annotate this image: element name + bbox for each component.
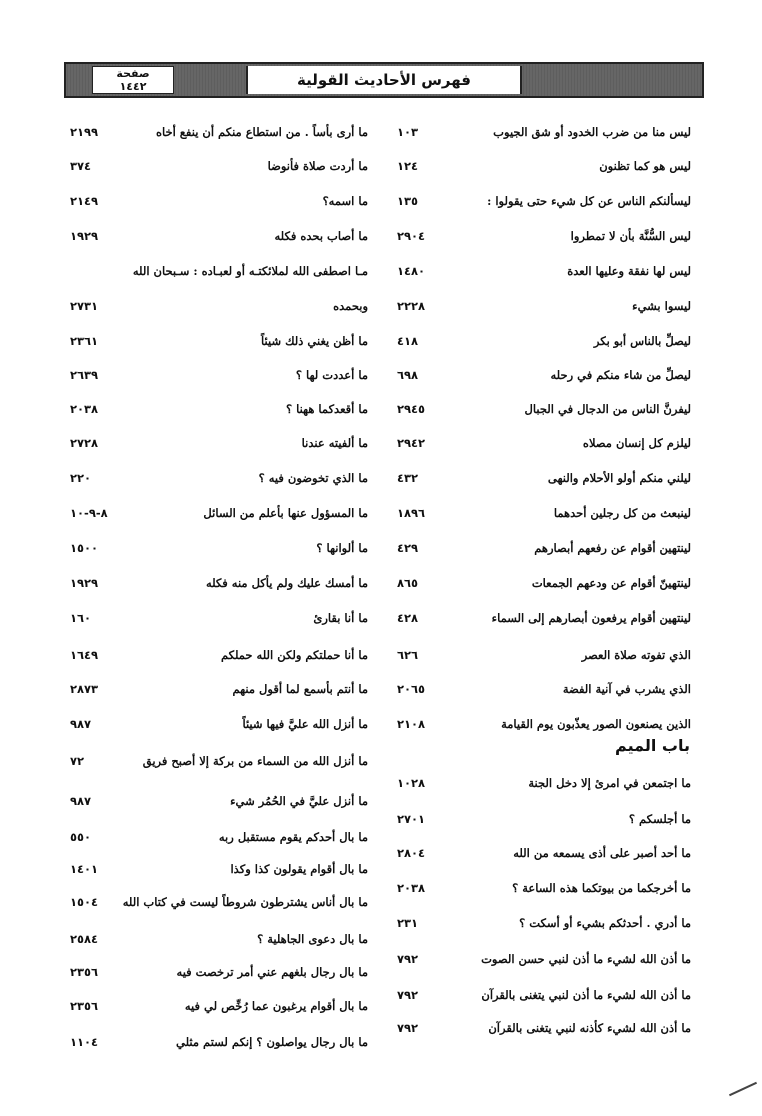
entry-number: ٩٨٧ xyxy=(70,794,92,808)
entry-text: ليلزم كل إنسان مصلاه xyxy=(582,436,691,450)
entry-number: ٨٦٥ xyxy=(397,576,419,590)
index-entry xyxy=(70,432,368,454)
entry-number: ١٩٢٩ xyxy=(70,576,99,590)
entry-number: ٢١٩٩ xyxy=(70,125,99,139)
entry-text: وبحمده xyxy=(333,299,368,313)
index-entry xyxy=(70,891,368,913)
index-entry xyxy=(385,877,691,899)
entry-text: ما أنزل عليَّ في الحُمُر شيء xyxy=(230,794,368,808)
index-entry xyxy=(70,502,368,524)
index-entry xyxy=(385,713,691,735)
entry-number: ٥٥٠ xyxy=(70,830,92,844)
entry-number: ١٤٨٠ xyxy=(397,264,426,278)
index-entry xyxy=(70,295,368,317)
index-entry xyxy=(70,995,368,1017)
index-entry xyxy=(70,678,368,700)
entry-text: ما بال رجال بلغهم عني أمر ترخصت فيه xyxy=(176,965,368,979)
entry-text: ما أذن الله لشيء كأذنه لنبي يتغنى بالقرآن xyxy=(488,1021,691,1035)
entry-number: ٢٦٣٩ xyxy=(70,368,99,382)
index-entry xyxy=(70,961,368,983)
entry-text: ما المسؤول عنها بأعلم من السائل xyxy=(203,506,368,520)
index-entry xyxy=(385,502,691,524)
entry-text: ما أذن الله لشيء ما أذن لنبي يتغنى بالقرآن xyxy=(481,988,691,1002)
entry-number: ٨-٩-١٠ xyxy=(70,506,108,520)
index-entry xyxy=(70,713,368,735)
index-entry xyxy=(70,537,368,559)
entry-number: ٤٢٩ xyxy=(397,541,419,555)
index-entry xyxy=(70,928,368,950)
index-entry xyxy=(385,1017,691,1039)
entry-number: ١٠٣ xyxy=(397,125,419,139)
index-entry xyxy=(70,750,368,772)
entry-text: ما ألوانها ؟ xyxy=(316,541,368,555)
index-entry xyxy=(385,678,691,700)
entry-text: ما اجتمعن في امرئ إلا دخل الجنة xyxy=(528,776,691,790)
page-title: فهرس الأحاديث القولية xyxy=(246,66,522,94)
entry-text: ما أعددت لها ؟ xyxy=(295,368,368,382)
entry-text: ما أنا حملتكم ولكن الله حملكم xyxy=(220,648,368,662)
index-entry xyxy=(385,364,691,386)
page-header xyxy=(64,62,704,98)
entry-text: ما أدري . أحدثكم بشيء أو أسكت ؟ xyxy=(519,916,691,930)
entry-text: ما بال أقوام يرغبون عما رُخِّص لي فيه xyxy=(184,999,368,1013)
entry-text: ما أخرجكما من بيوتكما هذه الساعة ؟ xyxy=(512,881,691,895)
index-entry xyxy=(70,607,368,629)
index-entry xyxy=(385,948,691,970)
entry-number: ١٠٢٨ xyxy=(397,776,426,790)
entry-text: ليسألنكم الناس عن كل شيء حتى يقولوا : xyxy=(487,194,691,208)
index-entry xyxy=(70,572,368,594)
entry-number: ٢٩٤٢ xyxy=(397,436,426,450)
index-entry xyxy=(70,330,368,352)
entry-number: ٤١٨ xyxy=(397,334,419,348)
entry-text: ما بال أناس يشترطون شروطاً ليست في كتاب الله xyxy=(122,895,368,909)
entry-number: ٧٩٢ xyxy=(397,952,419,966)
index-entry xyxy=(385,190,691,212)
entry-text: ليس السُّنَّة بأن لا تمطروا xyxy=(570,229,691,243)
entry-text: ما أحد أصبر على أذى يسمعه من الله xyxy=(513,846,691,860)
entry-text: ما أنزل الله عليَّ فيها شيئاً xyxy=(242,717,368,731)
entry-text: الذي تفوته صلاة العصر xyxy=(581,648,691,662)
entry-number: ٤٢٨ xyxy=(397,611,419,625)
entry-number: ٢١٤٩ xyxy=(70,194,99,208)
index-entry xyxy=(70,155,368,177)
entry-text: الذين يصنعون الصور يعذّبون يوم القيامة xyxy=(501,717,691,731)
entry-text: ما أردت صلاة فأنوضا xyxy=(267,159,368,173)
entry-number: ٢٠٦٥ xyxy=(397,682,426,696)
entry-text: لينتهينّ أقوام عن ودعهم الجمعات xyxy=(531,576,691,590)
entry-text: ما الذي تخوضون فيه ؟ xyxy=(258,471,368,485)
entry-number: ٢٩٠٤ xyxy=(397,229,426,243)
entry-number: ٢٢٠ xyxy=(70,471,92,485)
section-heading: باب الميم xyxy=(615,736,690,755)
entry-number: ٦٢٦ xyxy=(397,648,419,662)
index-entry xyxy=(70,644,368,666)
entry-text: ما بال دعوى الجاهلية ؟ xyxy=(257,932,368,946)
entry-number: ٢٧٣١ xyxy=(70,299,99,313)
entry-text: ما أنزل الله من السماء من بركة إلا أصبح فريق xyxy=(142,754,368,768)
entry-number: ٣٧٤ xyxy=(70,159,92,173)
entry-number: ٢٧٢٨ xyxy=(70,436,99,450)
index-entry xyxy=(385,912,691,934)
page-label: صفحة xyxy=(116,67,150,80)
page-number: ١٤٤٢ xyxy=(119,80,147,93)
entry-number: ١٢٤ xyxy=(397,159,419,173)
entry-number: ١٨٩٦ xyxy=(397,506,426,520)
entry-number: ٢٩٤٥ xyxy=(397,402,426,416)
index-entry xyxy=(70,398,368,420)
index-entry xyxy=(385,121,691,143)
index-entry xyxy=(70,1031,368,1053)
entry-text: ما بال أقوام يقولون كذا وكذا xyxy=(230,862,368,876)
entry-number: ٢٠٣٨ xyxy=(397,881,426,895)
index-entry xyxy=(385,984,691,1006)
entry-number: ١٥٠٤ xyxy=(70,895,99,909)
entry-number: ٢١٠٨ xyxy=(397,717,426,731)
page-number-box xyxy=(92,66,174,94)
entry-text: ليس هو كما تظنون xyxy=(599,159,691,173)
entry-number: ٢٣٦١ xyxy=(70,334,99,348)
entry-text: ما أصاب بحده فكله xyxy=(274,229,368,243)
entry-text: ليصلِّ بالناس أبو بكر xyxy=(593,334,691,348)
entry-text: ما ألفيته عندنا xyxy=(301,436,368,450)
index-entry xyxy=(385,155,691,177)
index-entry xyxy=(385,398,691,420)
entry-text: ما بال أحدكم يقوم مستقبل ربه xyxy=(218,830,368,844)
entry-number: ٧٩٢ xyxy=(397,988,419,1002)
entry-text: ما أمسك عليك ولم يأكل منه فكله xyxy=(205,576,368,590)
entry-text: ليفرنَّ الناس من الدجال في الجبال xyxy=(524,402,691,416)
entry-number: ١٣٥ xyxy=(397,194,419,208)
entry-text: ما بال رجال يواصلون ؟ إنكم لستم مثلي xyxy=(176,1035,368,1049)
index-entry xyxy=(70,260,368,282)
entry-text: ما أذن الله لشيء ما أذن لنبي حسن الصوت xyxy=(481,952,691,966)
entry-text: ما اسمه؟ xyxy=(322,194,368,208)
index-entry xyxy=(70,826,368,848)
entry-number: ٧٩٢ xyxy=(397,1021,419,1035)
index-entry xyxy=(70,190,368,212)
entry-number: ٢٧٠١ xyxy=(397,812,426,826)
index-entry xyxy=(385,607,691,629)
index-entry xyxy=(385,644,691,666)
index-entry xyxy=(70,858,368,880)
index-entry xyxy=(385,432,691,454)
index-entry xyxy=(70,790,368,812)
entry-text: ما أظن يغني ذلك شيئاً xyxy=(261,334,368,348)
entry-text: مـا اصطفى الله لملائكتـه أو لعبـاده : سـبحان الله xyxy=(132,264,368,278)
entry-number: ٩٨٧ xyxy=(70,717,92,731)
index-entry xyxy=(70,225,368,247)
index-entry xyxy=(385,808,691,830)
entry-text: ما أنا بقارئ xyxy=(313,611,368,625)
entry-text: ليلني منكم أولو الأحلام والنهى xyxy=(547,471,691,485)
index-entry xyxy=(70,364,368,386)
entry-number: ٢٣١ xyxy=(397,916,419,930)
entry-text: ليصلِّ من شاء منكم في رحله xyxy=(550,368,691,382)
entry-text: ما أنتم بأسمع لما أقول منهم xyxy=(232,682,368,696)
entry-text: لينتهين أقوام عن رفعهم أبصارهم xyxy=(534,541,691,555)
index-entry xyxy=(385,772,691,794)
index-entry xyxy=(385,467,691,489)
entry-number: ٢٣٥٦ xyxy=(70,999,99,1013)
index-entry xyxy=(70,467,368,489)
page-corner-mark xyxy=(729,1082,757,1096)
entry-number: ١٦٠ xyxy=(70,611,92,625)
entry-number: ١٥٠٠ xyxy=(70,541,99,555)
entry-text: لينتهين أقوام يرفعون أبصارهم إلى السماء xyxy=(491,611,691,625)
index-entry xyxy=(385,260,691,282)
index-entry xyxy=(385,295,691,317)
entry-number: ١٤٠١ xyxy=(70,862,99,876)
entry-text: لينبعث من كل رجلين أحدهما xyxy=(553,506,691,520)
entry-number: ٢٢٢٨ xyxy=(397,299,426,313)
entry-text: ليس لها نفقة وعليها العدة xyxy=(567,264,691,278)
entry-number: ٧٢ xyxy=(70,754,85,768)
entry-number: ٢٨٠٤ xyxy=(397,846,426,860)
entry-text: الذي يشرب في آنية الفضة xyxy=(562,682,691,696)
index-entry xyxy=(70,121,368,143)
entry-text: ما أرى بأساً . من استطاع منكم أن ينفع أخاه xyxy=(155,125,368,139)
entry-text: ما أقعدكما ههنا ؟ xyxy=(285,402,368,416)
index-entry xyxy=(385,572,691,594)
entry-number: ٢٥٨٤ xyxy=(70,932,99,946)
index-entry xyxy=(385,537,691,559)
entry-text: ليس منا من ضرب الخدود أو شق الجيوب xyxy=(493,125,691,139)
entry-number: ٢٣٥٦ xyxy=(70,965,99,979)
entry-text: ما أجلسكم ؟ xyxy=(628,812,691,826)
entry-number: ١١٠٤ xyxy=(70,1035,99,1049)
entry-number: ٦٩٨ xyxy=(397,368,419,382)
entry-number: ٢٠٣٨ xyxy=(70,402,99,416)
entry-number: ١٦٤٩ xyxy=(70,648,99,662)
index-entry xyxy=(385,225,691,247)
entry-text: ليسوا بشيء xyxy=(632,299,691,313)
index-entry xyxy=(385,330,691,352)
entry-number: ٢٨٧٣ xyxy=(70,682,99,696)
entry-number: ٤٣٢ xyxy=(397,471,419,485)
entry-number: ١٩٢٩ xyxy=(70,229,99,243)
index-entry xyxy=(385,842,691,864)
